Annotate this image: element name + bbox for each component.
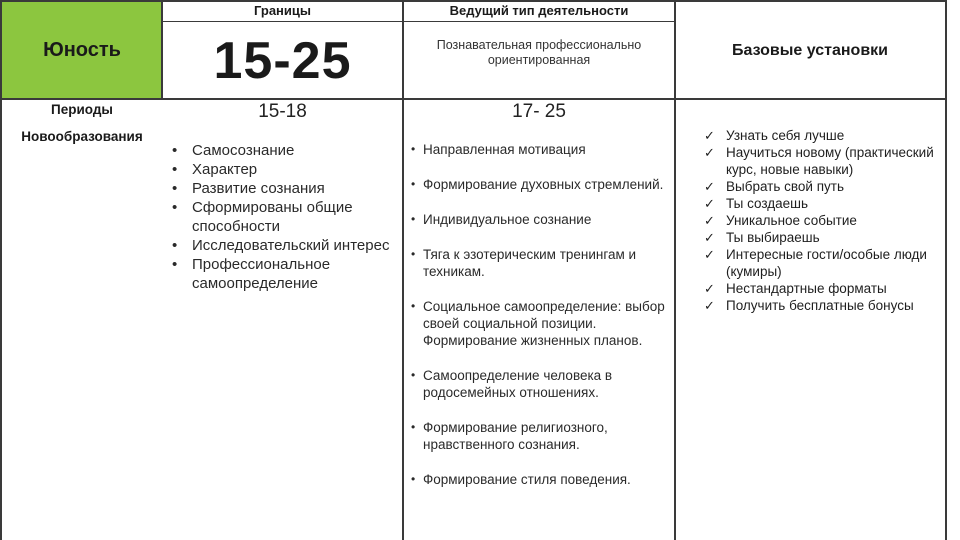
stage-title-cell — [2, 2, 162, 99]
stage-title: Юность — [43, 39, 121, 61]
list-item: • Тяга к эзотерическим тренингам и техникам. — [411, 246, 671, 280]
list-item: • Формирование стиля поведения. — [411, 471, 671, 488]
base-title-cell — [675, 2, 945, 99]
grid-line — [0, 0, 2, 540]
list-item: • Самоопределение человека в родосемейных отношениях. — [411, 367, 671, 401]
grid-line — [162, 21, 675, 22]
list2-cell — [411, 141, 671, 539]
checklist-item: ✓ Интересные гости/особые люди (кумиры) — [702, 246, 944, 280]
list-item: • Профессиональное самоопределение — [170, 255, 398, 293]
left-labels — [2, 96, 162, 156]
periods-label: Периоды — [51, 102, 113, 117]
checklist-item: ✓ Ты создаешь — [702, 195, 944, 212]
list-item: • Индивидуальное сознание — [411, 211, 671, 228]
period1: 15-18 — [258, 101, 307, 122]
list-item: • Характер — [170, 160, 398, 179]
age-range: 15-25 — [213, 31, 352, 90]
checklist — [702, 127, 944, 314]
header-activity — [403, 3, 675, 21]
list-item: • Социальное самоопределение: выбор своей социальной позиции. Формирование жизненных планов. — [411, 298, 671, 349]
age-range-cell — [162, 22, 403, 99]
header-bounds — [162, 3, 403, 21]
list-item: • Формирование религиозного, нравственного сознания. — [411, 419, 671, 453]
grid-line — [402, 0, 404, 540]
checklist-item: ✓ Узнать себя лучше — [702, 127, 944, 144]
list-item: • Развитие сознания — [170, 179, 398, 198]
period1-cell — [162, 101, 403, 125]
checklist-item: ✓ Получить бесплатные бонусы — [702, 297, 944, 314]
list1 — [170, 141, 398, 293]
base-title: Базовые установки — [731, 41, 888, 59]
activity-text: Познавательная профессионально ориентированная — [436, 38, 642, 67]
list-item: • Исследовательский интерес — [170, 236, 398, 255]
neoformations-label: Новообразования — [21, 129, 143, 144]
grid-line — [674, 0, 676, 540]
list-item: • Самосознание — [170, 141, 398, 160]
checklist-cell — [702, 127, 944, 347]
checklist-item: ✓ Ты выбираешь — [702, 229, 944, 246]
activity-cell — [408, 38, 670, 78]
header-activity-label: Ведущий тип деятельности — [449, 3, 629, 18]
period2-cell — [403, 101, 675, 125]
list-item: • Формирование духовных стремлений. — [411, 176, 671, 193]
checklist-item: ✓ Нестандартные форматы — [702, 280, 944, 297]
grid-line — [945, 0, 947, 540]
list-item: • Сформированы общие способности — [170, 198, 398, 236]
list1-cell — [170, 141, 398, 341]
checklist-item: ✓ Выбрать свой путь — [702, 178, 944, 195]
grid-line — [0, 0, 947, 2]
grid-line — [0, 98, 947, 100]
checklist-item: ✓ Научиться новому (практический курс, новые навыки) — [702, 144, 944, 178]
list-item: • Направленная мотивация — [411, 141, 671, 158]
checklist-item: ✓ Уникальное событие — [702, 212, 944, 229]
header-bounds-label: Границы — [254, 3, 311, 18]
grid-line — [161, 0, 163, 100]
period2: 17- 25 — [512, 101, 566, 122]
list2 — [411, 141, 671, 488]
